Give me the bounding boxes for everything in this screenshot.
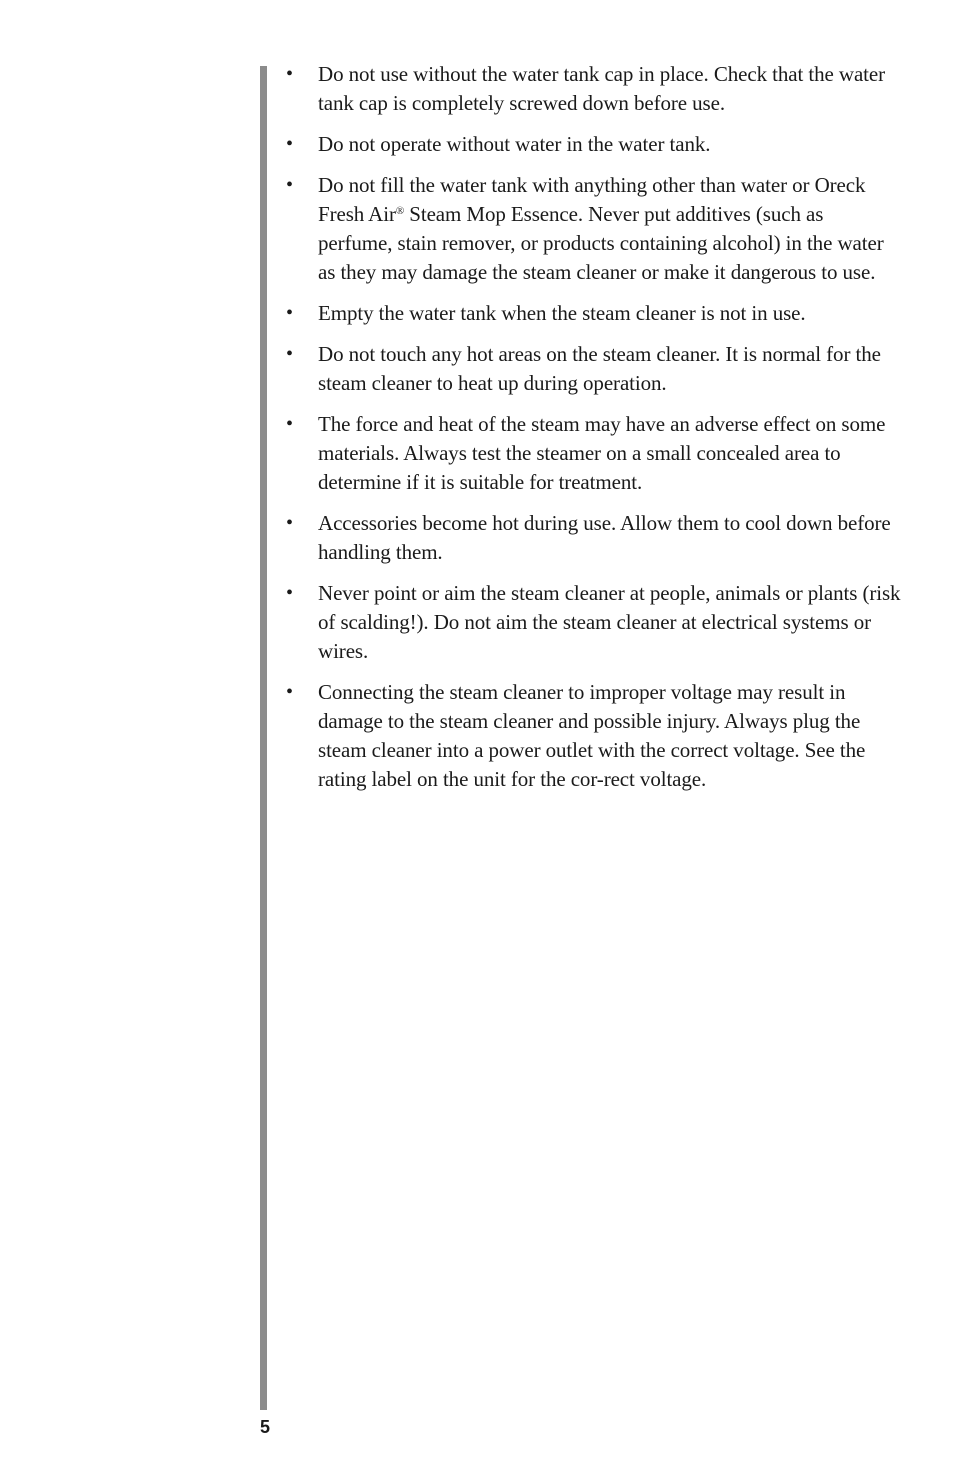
- bullet-glyph: •: [286, 582, 294, 604]
- list-item-text: Connecting the steam cleaner to improper voltage may result in damage to the steam cleaner and possible injury. Always plug the steam cleaner into a power outlet with the correct voltage. See the rating label on the unit for the cor-rect voltage.: [318, 680, 866, 791]
- list-item: [282, 299, 902, 328]
- list-item: [282, 678, 902, 794]
- list-item-text-end: Steam Mop Essence. Never put additives (such as perfume, stain remover, or products containing alcohol) in the water as they may damage the steam cleaner or make it dangerous to use.: [318, 202, 884, 284]
- registered-mark: ®: [395, 205, 405, 217]
- bullet-glyph: •: [286, 413, 294, 435]
- list-item-text: [318, 171, 902, 287]
- bullet-glyph: •: [286, 133, 294, 155]
- bullet-glyph: •: [286, 343, 294, 365]
- list-item: [282, 410, 902, 497]
- bullet-glyph: •: [286, 174, 294, 196]
- list-item-text: Do not operate without water in the water tank.: [318, 132, 711, 156]
- bullet-glyph: •: [286, 512, 294, 534]
- list-item: [282, 579, 902, 666]
- bullet-glyph: •: [286, 681, 294, 703]
- bullet-glyph: •: [286, 302, 294, 324]
- bullet-glyph: •: [286, 63, 294, 85]
- list-item: [282, 509, 902, 567]
- list-item: [282, 171, 902, 287]
- page-number: 5: [260, 1417, 271, 1437]
- list-item-text: Empty the water tank when the steam cleaner is not in use.: [318, 301, 806, 325]
- list-item-text: Accessories become hot during use. Allow them to cool down before handling them.: [318, 511, 891, 564]
- list-item: [282, 60, 902, 118]
- list-item-text-start: Do not fill the water tank with anything other than water or Oreck Fresh Air: [318, 173, 866, 226]
- margin-rule: [260, 66, 267, 1410]
- list-item-text: Do not touch any hot areas on the steam cleaner. It is normal for the steam cleaner to heat up during operation.: [318, 342, 881, 395]
- list-item-text: Never point or aim the steam cleaner at people, animals or plants (risk of scalding!). Do not aim the steam cleaner at electrical systems or wires.: [318, 581, 901, 663]
- list-item-text: The force and heat of the steam may have an adverse effect on some materials. Always test the steamer on a small concealed area to determine if it is suitable for treatment.: [318, 412, 886, 494]
- list-item: [282, 130, 902, 159]
- list-item-text: Do not use without the water tank cap in place. Check that the water tank cap is completely screwed down before use.: [318, 62, 886, 115]
- list-item: [282, 340, 902, 398]
- safety-bullet-list: [282, 60, 902, 806]
